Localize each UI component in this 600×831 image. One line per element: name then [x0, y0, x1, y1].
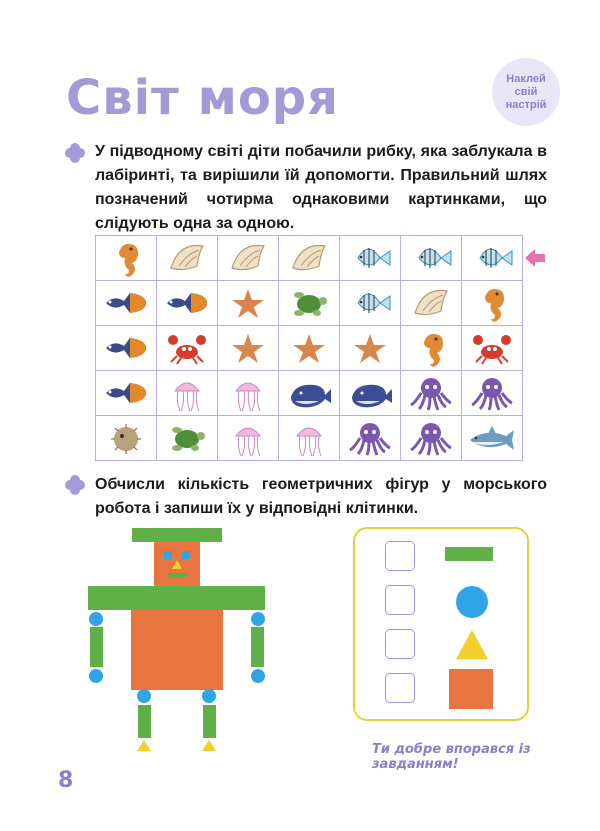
robot-foot-triangle [137, 740, 151, 751]
octopus-icon [405, 373, 457, 413]
angelfish-icon [344, 238, 396, 278]
octopus-icon [466, 373, 518, 413]
mood-sticker-circle[interactable] [492, 58, 560, 126]
guppy-icon [100, 283, 152, 323]
maze-cell[interactable] [218, 416, 279, 461]
starfish-icon [222, 328, 274, 368]
robot-joint-circle [251, 669, 265, 683]
turtle-icon [283, 283, 335, 323]
maze-cell[interactable] [279, 326, 340, 371]
maze-cell[interactable] [157, 326, 218, 371]
turtle-icon [161, 418, 213, 458]
maze-cell[interactable] [401, 281, 462, 326]
robot-eye-left [164, 551, 172, 559]
shell-icon [222, 238, 274, 278]
maze-cell[interactable] [157, 416, 218, 461]
guppy-icon [161, 283, 213, 323]
triangle-shape-icon [455, 629, 489, 661]
maze-cell[interactable] [218, 281, 279, 326]
page-title: Світ моря [66, 70, 339, 126]
robot-eye-right [182, 551, 190, 559]
maze-cell[interactable] [218, 236, 279, 281]
maze-cell[interactable] [96, 281, 157, 326]
maze-cell[interactable] [462, 416, 523, 461]
robot-foot-triangle [202, 740, 216, 751]
crab-icon [466, 328, 518, 368]
answer-cell-circle[interactable] [385, 585, 415, 615]
flower-bullet-icon [64, 142, 86, 164]
task1-text: У підводному світі діти побачили рибку, яка заблукала в лабіринті, та вирішили їй допомогти. Правильний шлях позначений чотирма однаковими картинками, що слідують одна за одною. [95, 143, 547, 232]
robot-leg-rectangle [203, 705, 216, 738]
maze-cell[interactable] [96, 236, 157, 281]
robot-joint-circle [202, 689, 216, 703]
starfish-icon [283, 328, 335, 368]
robot-joint-circle [251, 612, 265, 626]
maze-cell[interactable] [279, 236, 340, 281]
shell-icon [161, 238, 213, 278]
maze-row [96, 281, 523, 326]
answer-cell-triangle[interactable] [385, 629, 415, 659]
circle-shape-icon [455, 585, 489, 619]
robot-joint-circle [89, 669, 103, 683]
maze-row [96, 326, 523, 371]
maze-cell[interactable] [340, 416, 401, 461]
angelfish-icon [466, 238, 518, 278]
maze-cell[interactable] [96, 326, 157, 371]
robot-mouth-rectangle [167, 573, 187, 577]
maze-cell[interactable] [462, 326, 523, 371]
maze-cell[interactable] [279, 371, 340, 416]
task2-text: Обчисли кількість геометричних фігур у морського робота і запиши їх у відповідні клітинки. [95, 476, 547, 517]
maze-row [96, 371, 523, 416]
octopus-icon [405, 418, 457, 458]
robot-body-square [131, 610, 223, 690]
robot-hat-rectangle [132, 528, 222, 542]
maze-cell[interactable] [401, 371, 462, 416]
angelfish-icon [405, 238, 457, 278]
whale-icon [283, 373, 335, 413]
jellyfish-icon [283, 418, 335, 458]
praise-text: Ти добре впорався із завданням! [372, 742, 531, 772]
start-arrow-icon [525, 248, 545, 268]
jellyfish-icon [161, 373, 213, 413]
guppy-icon [100, 328, 152, 368]
maze-cell[interactable] [340, 326, 401, 371]
rectangle-shape-icon [445, 547, 497, 563]
maze-cell[interactable] [96, 416, 157, 461]
robot-joint-circle [137, 689, 151, 703]
maze-cell[interactable] [401, 236, 462, 281]
maze-cell[interactable] [157, 236, 218, 281]
robot-joint-circle [89, 612, 103, 626]
maze-cell[interactable] [401, 416, 462, 461]
shark-icon [466, 418, 518, 458]
maze-cell[interactable] [96, 371, 157, 416]
maze-cell[interactable] [401, 326, 462, 371]
maze-cell[interactable] [340, 236, 401, 281]
square-shape-icon [449, 669, 493, 709]
starfish-icon [344, 328, 396, 368]
jellyfish-icon [222, 373, 274, 413]
seahorse-icon [405, 328, 457, 368]
seahorse-icon [100, 238, 152, 278]
maze-cell[interactable] [462, 371, 523, 416]
maze-cell[interactable] [157, 371, 218, 416]
shell-icon [283, 238, 335, 278]
answer-box [353, 527, 529, 721]
maze-row [96, 236, 523, 281]
robot-arm-rectangle [90, 627, 103, 667]
maze-cell[interactable] [218, 326, 279, 371]
robot-arm-rectangle [251, 627, 264, 667]
maze-cell[interactable] [157, 281, 218, 326]
maze-cell[interactable] [340, 371, 401, 416]
robot-leg-rectangle [138, 705, 151, 738]
maze-cell[interactable] [462, 236, 523, 281]
whale-icon [344, 373, 396, 413]
seahorse-icon [466, 283, 518, 323]
maze-grid [95, 235, 523, 461]
maze-cell[interactable] [279, 281, 340, 326]
shell-icon [405, 283, 457, 323]
page-number: 8 [58, 768, 74, 793]
guppy-icon [100, 373, 152, 413]
jellyfish-icon [222, 418, 274, 458]
flower-bullet-icon [64, 474, 86, 496]
starfish-icon [222, 283, 274, 323]
maze-cell[interactable] [462, 281, 523, 326]
answer-cell-rectangle[interactable] [385, 541, 415, 571]
maze-row [96, 416, 523, 461]
robot-shoulders-rectangle [88, 586, 265, 610]
crab-icon [161, 328, 213, 368]
maze-cell[interactable] [279, 416, 340, 461]
angelfish-icon [344, 283, 396, 323]
sea-robot-illustration [85, 525, 270, 755]
pufferfish-icon [100, 418, 152, 458]
answer-cell-square[interactable] [385, 673, 415, 703]
maze-cell[interactable] [218, 371, 279, 416]
octopus-icon [344, 418, 396, 458]
maze-cell[interactable] [340, 281, 401, 326]
mood-sticker-label: Наклей свій настрій [505, 72, 547, 111]
